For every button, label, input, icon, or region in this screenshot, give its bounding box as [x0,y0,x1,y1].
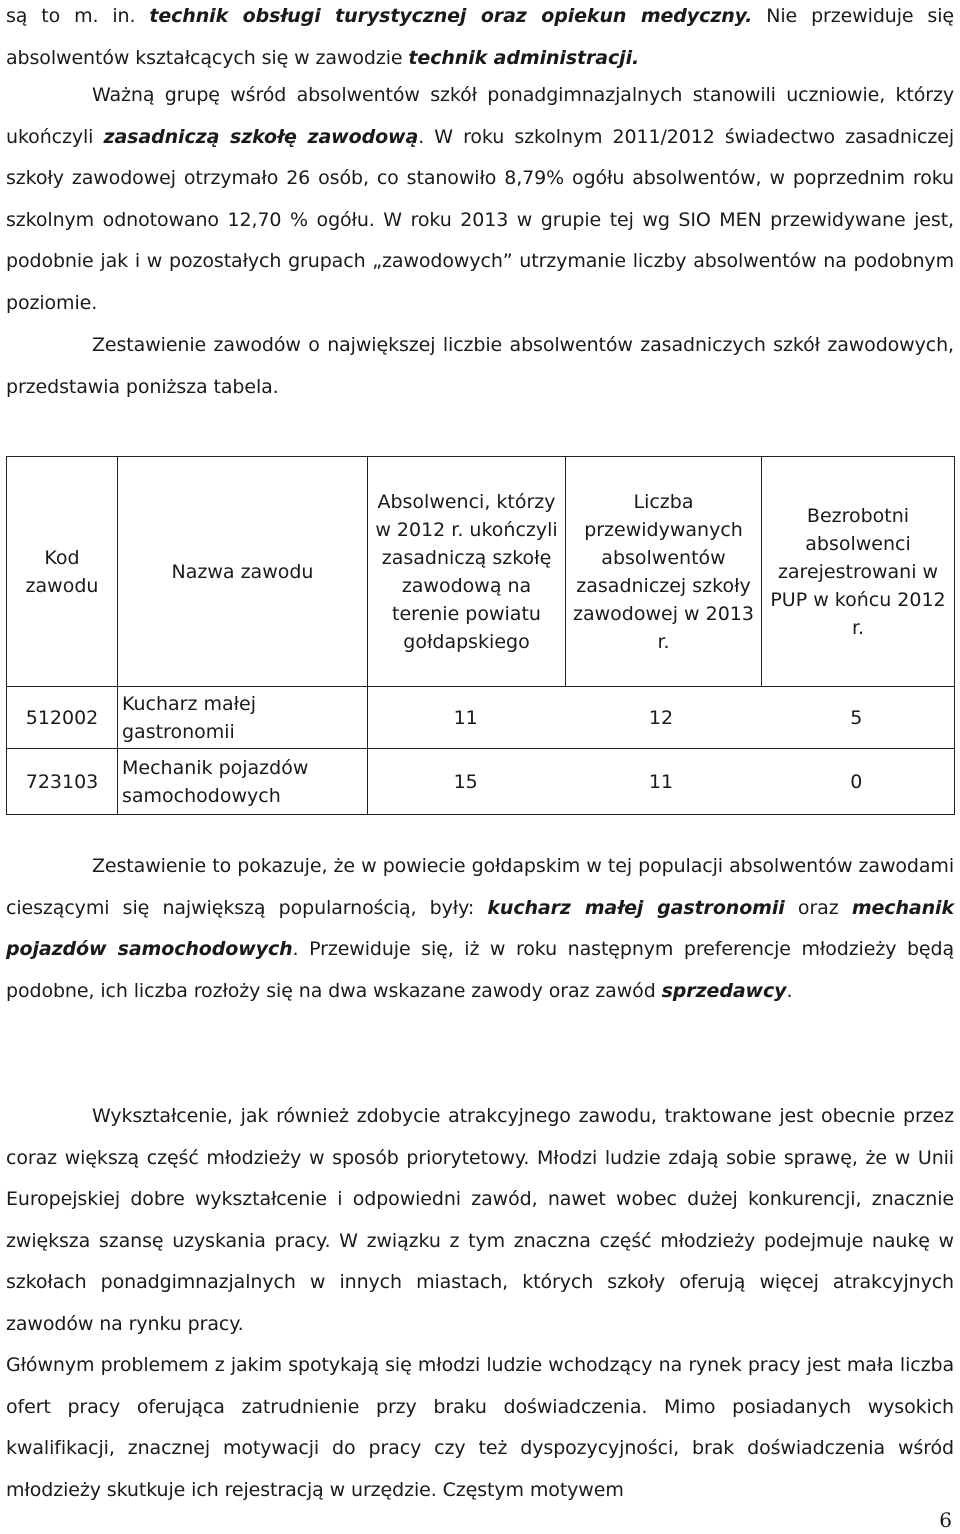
text-run: Zestawienie to pokazuje, że w powiecie gołdapskim w tej populacji absolwentów zawodami cieszącymi się największą popularnością, były: [6,855,954,919]
paragraph-zsz [6,75,954,324]
cell-planned2013: 11 [648,770,674,793]
emphasis-sprzedawcy: sprzedawcy [661,979,787,1002]
header-planned2013: Liczba przewidywanych absolwentów zasadniczej szkoły zawodowej w 2013 r. [566,457,762,687]
header-grad2012: Absolwenci, którzy w 2012 r. ukończyli zasadniczą szkołę zawodową na terenie powiatu gołdapskiego [368,457,566,687]
text-run: . [786,979,793,1002]
cell-grad2012: 11 [453,706,478,729]
text-run: oraz [784,896,852,919]
cell-name: Mechanik pojazdów samochodowych [118,749,368,815]
text-run: . W roku szkolnym 2011/2012 świadectwo zasadniczej szkoły zawodowej otrzymało 26 osób, co stanowiło 8,79% ogółu absolwentów, w poprzednim roku szkolnym odnotowano 12,70 % ogółu. W roku 2013 w grupie tej wg SIO MEN przewidywane jest, podobnie jak i w pozostałych grupach „zawodowych” utrzymanie liczby absolwentów na podobnym poziomie. [6,125,955,314]
text-run: . Przewiduje się, iż w roku następnym preferencje młodzieży będą podobne, ich liczba rozłoży się na dwa wskazane zawody oraz zawód [6,938,955,1002]
cell-grad2012: 15 [453,770,478,793]
cell-name: Kucharz małej gastronomii [118,687,368,749]
cell-planned2013: 12 [648,706,674,729]
text-run: są to m. in. [6,5,150,27]
header-unemployed: Bezrobotni absolwenci zarejestrowani w PUP w końcu 2012 r. [762,457,955,687]
professions-table [6,456,955,815]
table-row [7,749,955,815]
cell-numbers [368,687,955,749]
paragraph-table-intro: Zestawienie zawodów o największej liczbie absolwentów zasadniczych szkół zawodowych, przedstawia poniższa tabela. [6,334,954,398]
paragraph-education: Wykształcenie, jak również zdobycie atrakcyjnego zawodu, traktowane jest obecnie przez coraz większą część młodzieży w sposób priorytetowy. Młodzi ludzie zdają sobie sprawę, że w Unii Europejskiej dobre wykształcenie i odpowiedni zawód, nawet wobec dużej konkurencji, znacznie zwiększa szansę uzyskania pracy. W związku z tym znaczna część młodzieży podejmuje naukę w szkołach ponadgimnazjalnych w innych miastach, których szkoły oferują więcej atrakcyjnych zawodów na rynku pracy. [6,1105,954,1335]
cell-unemployed: 5 [850,706,863,729]
text-run: Nie przewiduje się absolwentów kształcących się w zawodzie [6,5,954,69]
cell-numbers [368,749,955,815]
cell-code: 723103 [7,749,118,815]
emphasis-technik-administracji: technik administracji. [408,46,640,69]
emphasis-professions: technik obsługi turystycznej oraz opiekun medyczny. [149,5,753,27]
table-header-row [7,457,955,687]
table-row [7,687,955,749]
emphasis-zsz: zasadniczą szkołę zawodową [103,125,419,148]
emphasis-mechanik: mechanik pojazdów samochodowych [6,896,954,960]
cell-unemployed: 0 [850,770,863,793]
page-number: 6 [939,1508,952,1532]
cell-code: 512002 [7,687,118,749]
header-code: Kod zawodu [7,457,118,687]
emphasis-kucharz: kucharz małej gastronomii [487,896,785,919]
header-name: Nazwa zawodu [118,457,368,687]
paragraph-problem: Głównym problemem z jakim spotykają się młodzi ludzie wchodzący na rynek pracy jest mała liczba ofert pracy oferująca zatrudnienie przy braku doświadczenia. Mimo posiadanych wysokich kwalifikacji, znacznej motywacji do pracy czy też dyspozycyjności, brak doświadczenia wśród młodzieży skutkuje ich rejestracją w urzędzie. Częstym motywem [6,1354,954,1501]
paragraph-intro [6,0,954,79]
text-run: Ważną grupę wśród absolwentów szkół ponadgimnazjalnych stanowili uczniowie, którzy ukończyli [6,84,954,148]
paragraph-popularity [6,846,954,1012]
